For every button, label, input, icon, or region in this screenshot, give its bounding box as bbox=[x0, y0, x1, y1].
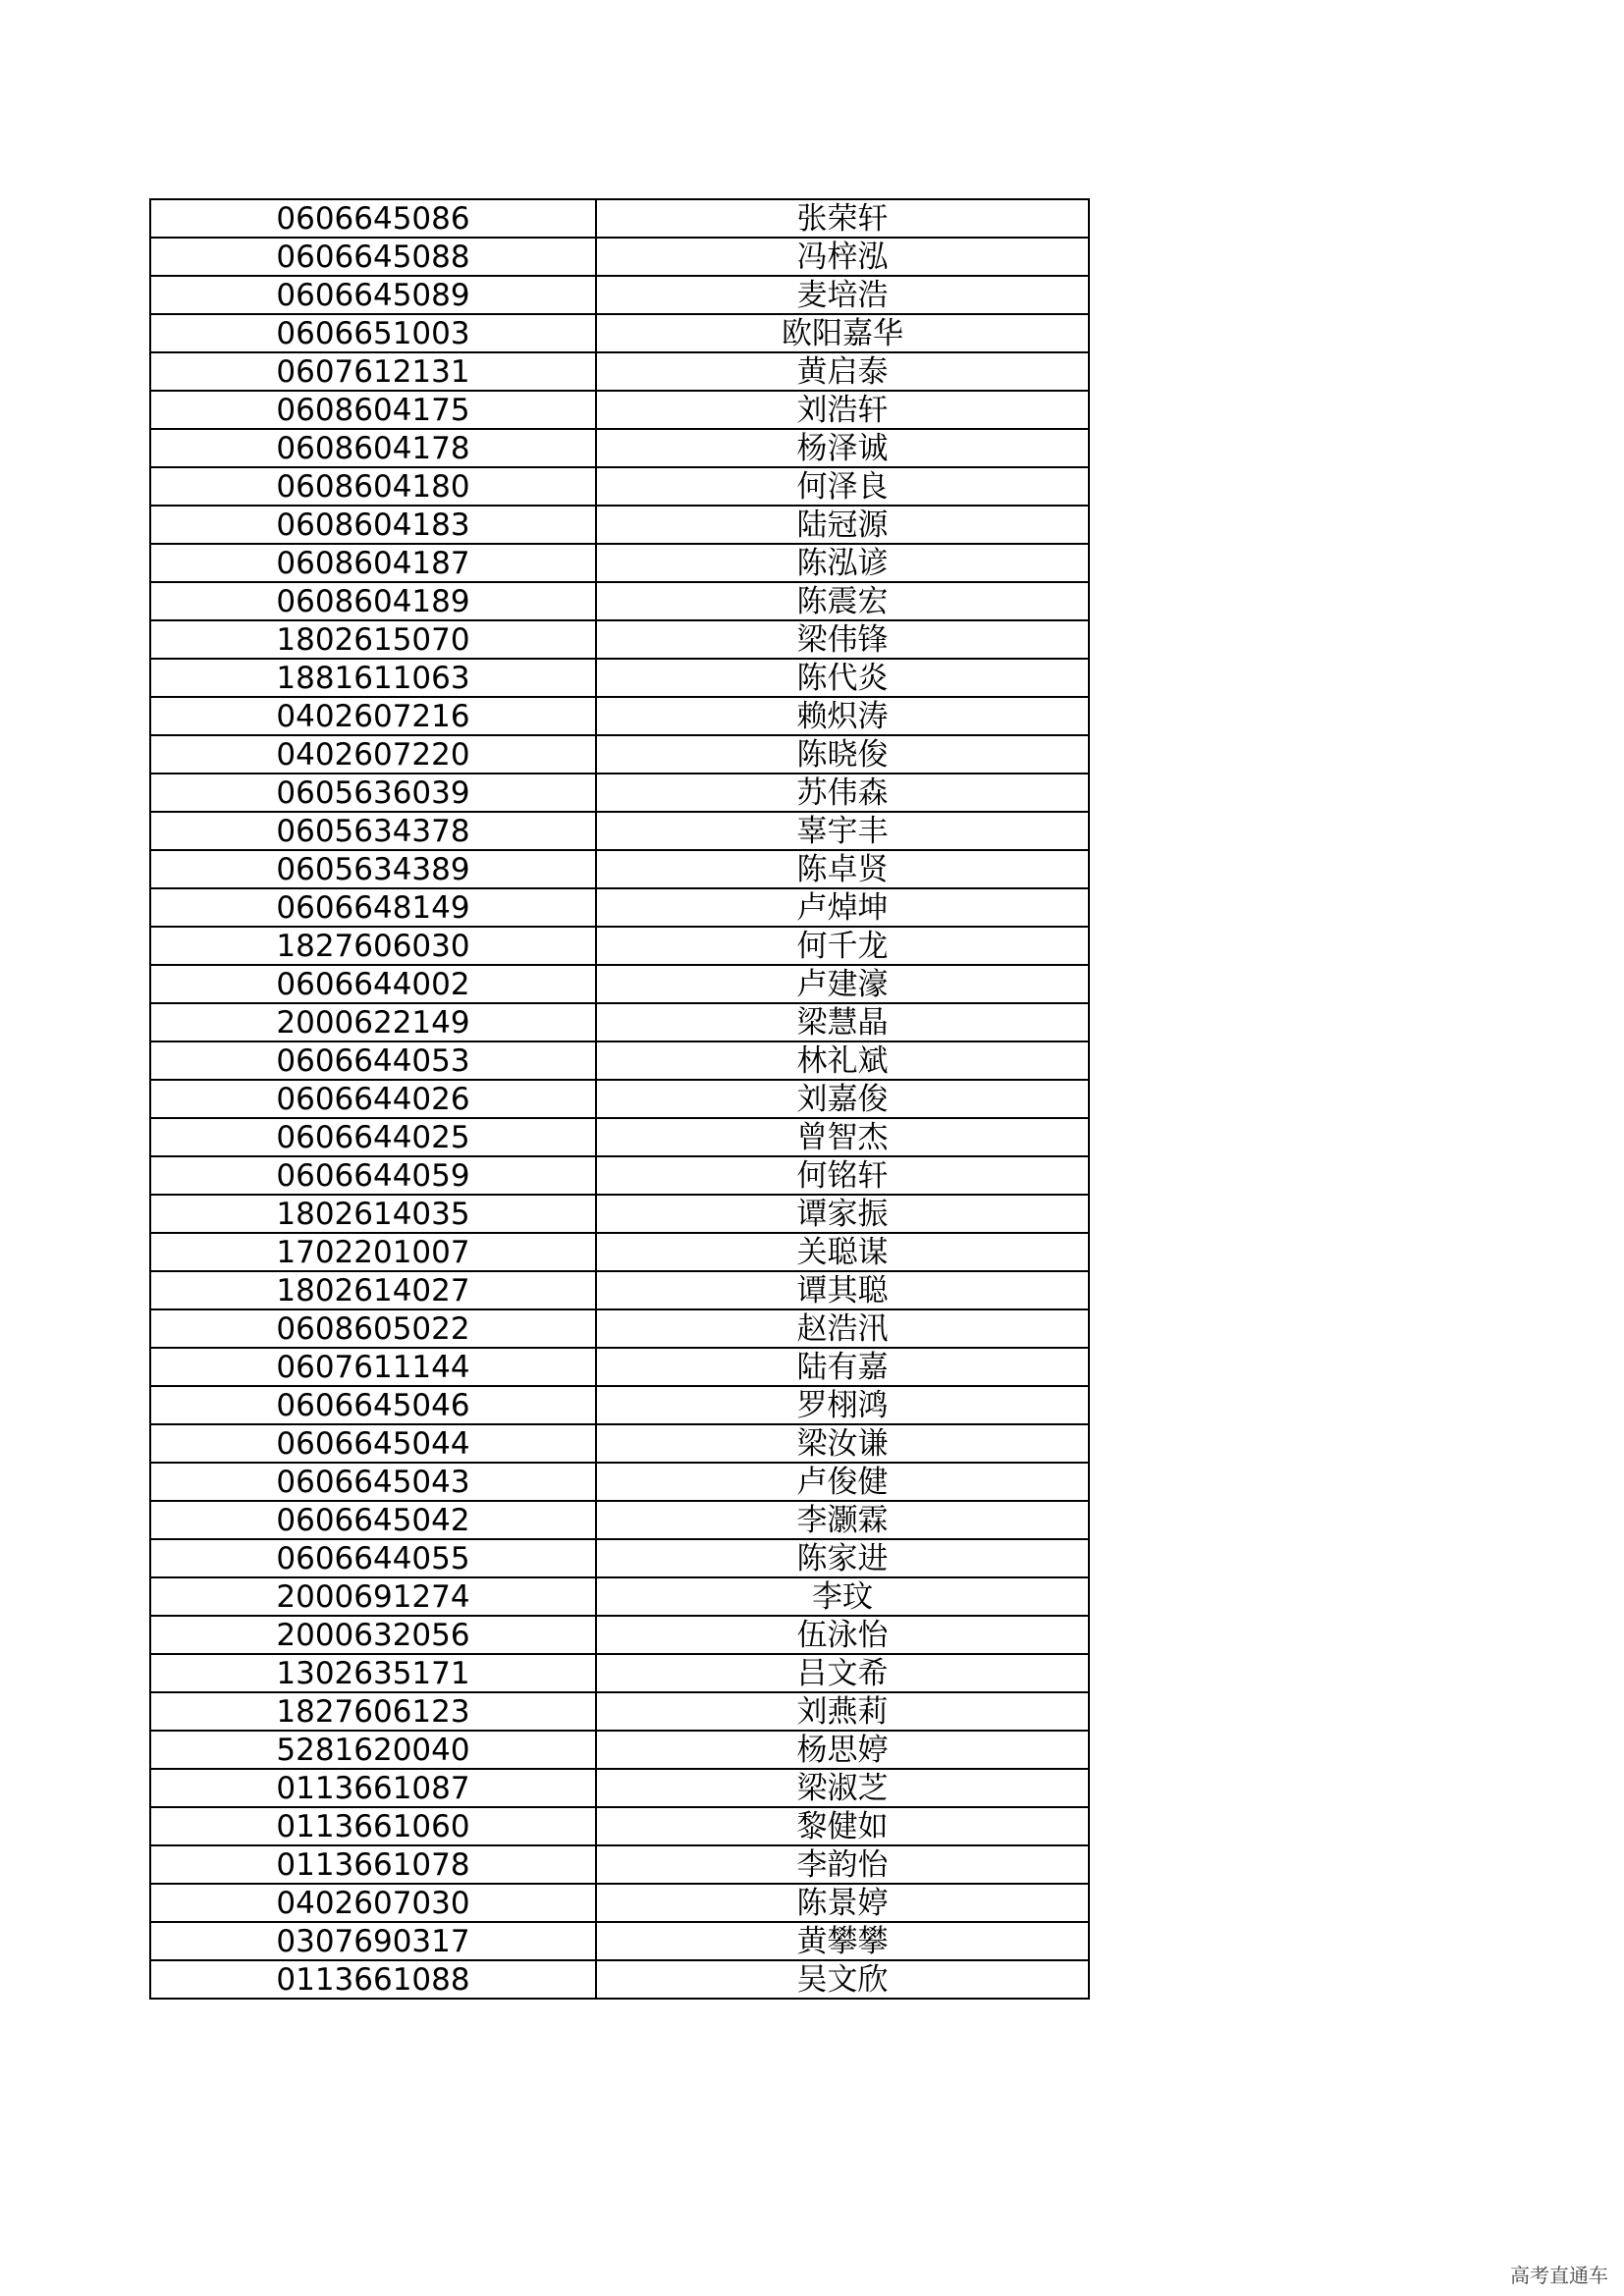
student-name-cell: 卢焯坤 bbox=[596, 888, 1089, 927]
student-name-cell: 罗栩鸿 bbox=[596, 1386, 1089, 1424]
table-row bbox=[150, 429, 1089, 467]
exam-number-cell: 1827606123 bbox=[150, 1692, 596, 1731]
student-name-cell: 陈卓贤 bbox=[596, 850, 1089, 888]
table-row bbox=[150, 314, 1089, 352]
student-name-cell: 赵浩汛 bbox=[596, 1309, 1089, 1348]
table-row bbox=[150, 1845, 1089, 1884]
student-name-cell: 吕文希 bbox=[596, 1654, 1089, 1692]
exam-number-cell: 0605634378 bbox=[150, 812, 596, 850]
student-name-cell: 梁伟锋 bbox=[596, 620, 1089, 659]
student-name-cell: 刘浩轩 bbox=[596, 391, 1089, 429]
student-name-cell: 陈家进 bbox=[596, 1539, 1089, 1577]
exam-number-cell: 0606645089 bbox=[150, 276, 596, 314]
exam-number-cell: 0606645088 bbox=[150, 238, 596, 276]
student-name-cell: 何千龙 bbox=[596, 927, 1089, 965]
exam-number-cell: 0606645042 bbox=[150, 1501, 596, 1539]
exam-number-cell: 2000632056 bbox=[150, 1616, 596, 1654]
table-row bbox=[150, 812, 1089, 850]
exam-number-cell: 1881611063 bbox=[150, 659, 596, 697]
student-name-cell: 陈晓俊 bbox=[596, 735, 1089, 774]
table-row bbox=[150, 1807, 1089, 1845]
exam-number-cell: 0606644026 bbox=[150, 1080, 596, 1118]
table-row bbox=[150, 888, 1089, 927]
table-row bbox=[150, 620, 1089, 659]
student-name-cell: 卢俊健 bbox=[596, 1463, 1089, 1501]
table-row bbox=[150, 1080, 1089, 1118]
exam-number-cell: 0606645043 bbox=[150, 1463, 596, 1501]
student-name-cell: 谭家振 bbox=[596, 1195, 1089, 1233]
exam-number-cell: 1827606030 bbox=[150, 927, 596, 965]
student-name-cell: 麦培浩 bbox=[596, 276, 1089, 314]
table-row bbox=[150, 1769, 1089, 1807]
table-row bbox=[150, 1424, 1089, 1463]
exam-number-cell: 0113661060 bbox=[150, 1807, 596, 1845]
exam-number-cell: 0608604178 bbox=[150, 429, 596, 467]
table-row bbox=[150, 544, 1089, 582]
table-row bbox=[150, 697, 1089, 735]
student-name-cell: 伍泳怡 bbox=[596, 1616, 1089, 1654]
student-name-cell: 谭其聪 bbox=[596, 1271, 1089, 1309]
student-name-cell: 李灏霖 bbox=[596, 1501, 1089, 1539]
exam-number-cell: 0113661088 bbox=[150, 1960, 596, 1999]
student-name-cell: 梁汝谦 bbox=[596, 1424, 1089, 1463]
student-name-cell: 陈震宏 bbox=[596, 582, 1089, 620]
exam-number-cell: 0606648149 bbox=[150, 888, 596, 927]
table-row bbox=[150, 735, 1089, 774]
exam-number-cell: 0608604175 bbox=[150, 391, 596, 429]
student-name-cell: 黎健如 bbox=[596, 1807, 1089, 1845]
exam-number-cell: 0402607216 bbox=[150, 697, 596, 735]
exam-number-cell: 2000691274 bbox=[150, 1577, 596, 1616]
exam-number-cell: 0605634389 bbox=[150, 850, 596, 888]
student-name-cell: 杨泽诚 bbox=[596, 429, 1089, 467]
exam-number-cell: 0607611144 bbox=[150, 1348, 596, 1386]
exam-number-cell: 0606644053 bbox=[150, 1041, 596, 1080]
exam-number-cell: 0402607030 bbox=[150, 1884, 596, 1922]
exam-number-cell: 0606644059 bbox=[150, 1156, 596, 1195]
exam-number-cell: 2000622149 bbox=[150, 1003, 596, 1041]
table-row bbox=[150, 276, 1089, 314]
exam-number-cell: 0605636039 bbox=[150, 774, 596, 812]
student-name-cell: 陈代炎 bbox=[596, 659, 1089, 697]
student-name-cell: 何铭轩 bbox=[596, 1156, 1089, 1195]
exam-number-cell: 5281620040 bbox=[150, 1731, 596, 1769]
exam-number-cell: 1302635171 bbox=[150, 1654, 596, 1692]
table-row bbox=[150, 1003, 1089, 1041]
student-name-cell: 陆有嘉 bbox=[596, 1348, 1089, 1386]
student-name-cell: 关聪谋 bbox=[596, 1233, 1089, 1271]
table-row bbox=[150, 1041, 1089, 1080]
student-name-cell: 吴文欣 bbox=[596, 1960, 1089, 1999]
table-row bbox=[150, 1386, 1089, 1424]
student-name-cell: 杨思婷 bbox=[596, 1731, 1089, 1769]
exam-number-cell: 0608604187 bbox=[150, 544, 596, 582]
table-row bbox=[150, 850, 1089, 888]
table-row bbox=[150, 1884, 1089, 1922]
exam-number-cell: 0606644002 bbox=[150, 965, 596, 1003]
student-name-cell: 苏伟森 bbox=[596, 774, 1089, 812]
table-row bbox=[150, 1654, 1089, 1692]
table-row bbox=[150, 1271, 1089, 1309]
table-row bbox=[150, 352, 1089, 391]
table-body bbox=[150, 199, 1089, 1999]
student-name-cell: 辜宇丰 bbox=[596, 812, 1089, 850]
student-name-cell: 李韵怡 bbox=[596, 1845, 1089, 1884]
table-row bbox=[150, 927, 1089, 965]
table-row bbox=[150, 1309, 1089, 1348]
exam-number-cell: 1802614027 bbox=[150, 1271, 596, 1309]
student-name-cell: 林礼斌 bbox=[596, 1041, 1089, 1080]
table-row bbox=[150, 467, 1089, 506]
student-name-cell: 刘嘉俊 bbox=[596, 1080, 1089, 1118]
student-name-cell: 陈泓谚 bbox=[596, 544, 1089, 582]
exam-number-cell: 0606644025 bbox=[150, 1118, 596, 1156]
exam-number-cell: 0113661087 bbox=[150, 1769, 596, 1807]
table-row bbox=[150, 1233, 1089, 1271]
exam-number-cell: 1702201007 bbox=[150, 1233, 596, 1271]
table-row bbox=[150, 1501, 1089, 1539]
table-row bbox=[150, 1156, 1089, 1195]
table-row bbox=[150, 1539, 1089, 1577]
table-row bbox=[150, 1692, 1089, 1731]
table-row bbox=[150, 199, 1089, 238]
student-name-cell: 梁淑芝 bbox=[596, 1769, 1089, 1807]
student-name-cell: 李玟 bbox=[596, 1577, 1089, 1616]
table-row bbox=[150, 1348, 1089, 1386]
exam-number-cell: 1802615070 bbox=[150, 620, 596, 659]
table-row bbox=[150, 506, 1089, 544]
student-name-cell: 黄攀攀 bbox=[596, 1922, 1089, 1960]
exam-number-cell: 0607612131 bbox=[150, 352, 596, 391]
table-row bbox=[150, 238, 1089, 276]
table-row bbox=[150, 582, 1089, 620]
table-row bbox=[150, 1731, 1089, 1769]
student-name-cell: 张荣轩 bbox=[596, 199, 1089, 238]
exam-number-cell: 0307690317 bbox=[150, 1922, 596, 1960]
exam-number-cell: 0606645086 bbox=[150, 199, 596, 238]
exam-number-cell: 0606644055 bbox=[150, 1539, 596, 1577]
table-row bbox=[150, 1922, 1089, 1960]
table-row bbox=[150, 1577, 1089, 1616]
table-row bbox=[150, 1195, 1089, 1233]
table-row bbox=[150, 965, 1089, 1003]
student-name-cell: 欧阳嘉华 bbox=[596, 314, 1089, 352]
table-row bbox=[150, 1960, 1089, 1999]
table-row bbox=[150, 1463, 1089, 1501]
student-list-table bbox=[149, 198, 1090, 2000]
table-row bbox=[150, 1118, 1089, 1156]
exam-number-cell: 0608605022 bbox=[150, 1309, 596, 1348]
student-name-cell: 何泽良 bbox=[596, 467, 1089, 506]
table-row bbox=[150, 659, 1089, 697]
table-row bbox=[150, 774, 1089, 812]
student-name-cell: 陈景婷 bbox=[596, 1884, 1089, 1922]
student-name-cell: 冯梓泓 bbox=[596, 238, 1089, 276]
exam-number-cell: 0608604180 bbox=[150, 467, 596, 506]
exam-number-cell: 0606645046 bbox=[150, 1386, 596, 1424]
exam-number-cell: 0402607220 bbox=[150, 735, 596, 774]
exam-number-cell: 0606651003 bbox=[150, 314, 596, 352]
exam-number-cell: 0608604183 bbox=[150, 506, 596, 544]
exam-number-cell: 1802614035 bbox=[150, 1195, 596, 1233]
table-row bbox=[150, 391, 1089, 429]
student-name-cell: 梁慧晶 bbox=[596, 1003, 1089, 1041]
exam-number-cell: 0606645044 bbox=[150, 1424, 596, 1463]
student-name-cell: 陆冠源 bbox=[596, 506, 1089, 544]
exam-number-cell: 0113661078 bbox=[150, 1845, 596, 1884]
table-row bbox=[150, 1616, 1089, 1654]
student-name-cell: 卢建濠 bbox=[596, 965, 1089, 1003]
watermark-text: 高考直通车 bbox=[1510, 2264, 1608, 2287]
student-name-cell: 赖炽涛 bbox=[596, 697, 1089, 735]
student-name-cell: 刘燕莉 bbox=[596, 1692, 1089, 1731]
exam-number-cell: 0608604189 bbox=[150, 582, 596, 620]
student-name-cell: 黄启泰 bbox=[596, 352, 1089, 391]
student-name-cell: 曾智杰 bbox=[596, 1118, 1089, 1156]
